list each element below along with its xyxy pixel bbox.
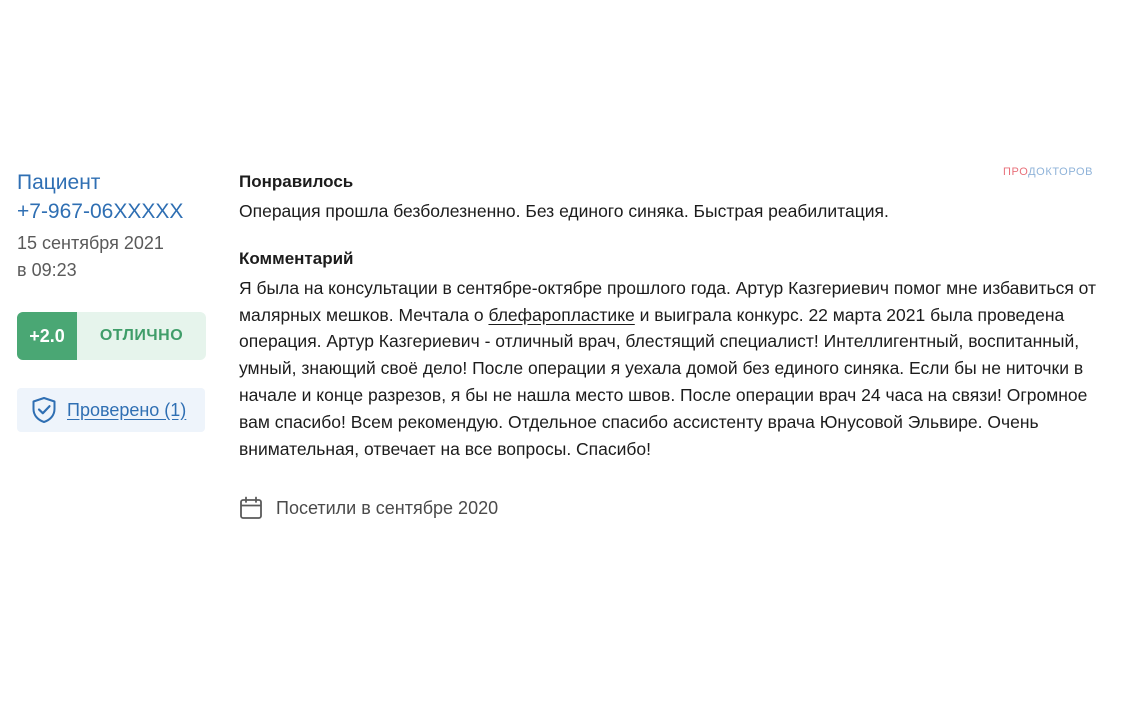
visit-text: Посетили в сентябре 2020	[276, 497, 499, 518]
comment-text	[239, 275, 1109, 463]
author-name[interactable]	[17, 168, 207, 226]
review-date-day: 15 сентября 2021	[17, 233, 164, 253]
comment-text-part2: и выиграла конкурс. 22 марта 2021 была проведена операция. Артур Казгериевич - отличный врач, блестящий специалист! Интеллигентный, воспитанный, умный, знающий своё дело! После операции я уехала домой без единого синяка. Если бы не ниточки в начале и конце разрезов, я бы не нашла место швов. После операции врач 24 часа на связи! Огромное вам спасибо! Всем рекомендую. Отдельное спасибо ассистенту врача Юнусовой Эльвире. Очень внимательная, отвечает на все вопросы. Спасибо!	[239, 304, 1088, 459]
shield-check-icon	[31, 396, 57, 424]
rating-label: ОТЛИЧНО	[99, 327, 184, 344]
liked-section	[239, 170, 1109, 225]
rating-score: +2.0	[17, 312, 77, 360]
comment-section	[239, 247, 1109, 463]
verified-badge[interactable]	[17, 388, 205, 432]
liked-text: Операция прошла безболезненно. Без единого синяка. Быстрая реабилитация.	[239, 201, 889, 221]
author-name-line1[interactable]: Пациент	[17, 171, 101, 194]
rating-badge	[17, 312, 206, 360]
review-date-time: в 09:23	[17, 260, 77, 280]
review-date	[17, 230, 207, 284]
brand-logo-part2: ДОКТОРОВ	[1028, 166, 1094, 178]
author-phone[interactable]: +7-967-06XXXXX	[17, 200, 184, 223]
calendar-icon	[239, 496, 276, 520]
brand-logo-part1: ПРО	[1003, 166, 1029, 178]
comment-text-part1: Я была на консультации в сентябре-октябре прошлого года. Артур Казгериевич помог мне избавиться от малярных мешков. Мечтала о	[239, 277, 1097, 325]
visit-info	[239, 496, 1109, 520]
review-author-panel	[17, 168, 207, 432]
review-content	[239, 170, 1109, 520]
comment-title: Комментарий	[239, 248, 354, 268]
verified-link[interactable]: Проверено (1)	[67, 399, 187, 420]
procedure-link[interactable]: блефаропластике	[488, 304, 635, 325]
liked-title: Понравилось	[239, 172, 354, 191]
